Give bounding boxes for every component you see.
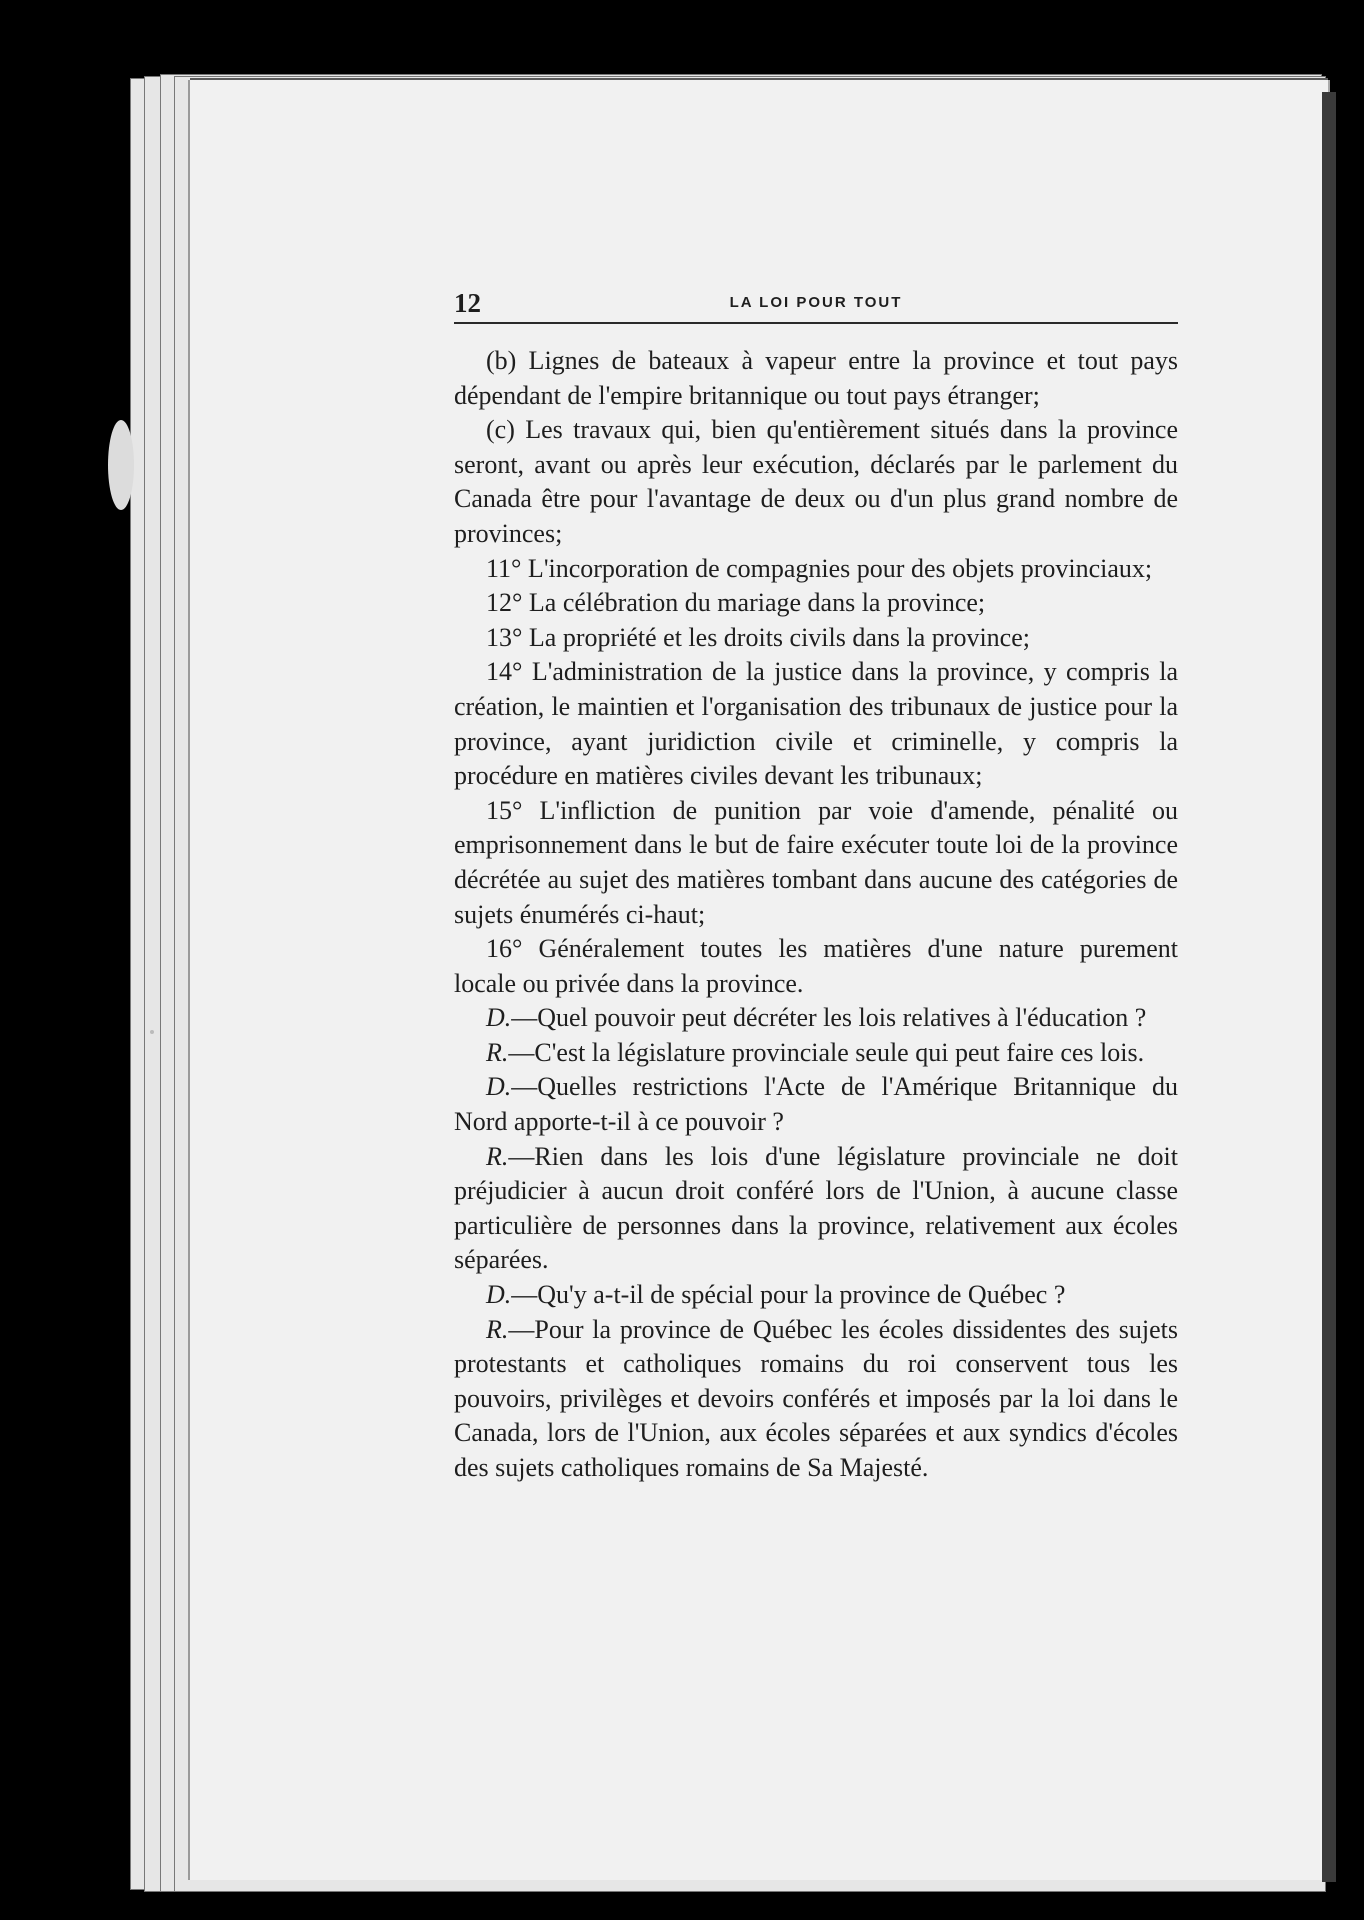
- answer-paragraph: R.—C'est la législature provinciale seule qui peut faire ces lois.: [486, 1037, 1145, 1067]
- answer-label: R.: [486, 1037, 509, 1067]
- answer-label: R.: [486, 1141, 509, 1171]
- margin-mark: [150, 1030, 154, 1034]
- answer-paragraph: R.—Pour la province de Québec les écoles dissidentes des sujets protestants et catholiques romains du roi conservent tous les pouvoirs, privilèges et devoirs conférés et imposés par la loi dans le Canada, lors de l'Union, aux écoles séparées et aux syndics d'écoles des sujets catholiques romains de Sa Majesté.: [454, 1314, 1178, 1482]
- question-paragraph: D.—Quel pouvoir peut décréter les lois relatives à l'éducation ?: [486, 1003, 1147, 1033]
- answer-paragraph: R.—Rien dans les lois d'une législature provinciale ne doit préjudicier à aucun droit conféré lors de l'Union, à aucune classe particulière de personnes dans la province, relativement aux écoles séparées.: [454, 1141, 1178, 1275]
- question-paragraph: D.—Qu'y a-t-il de spécial pour la province de Québec ?: [486, 1280, 1066, 1310]
- paragraph: 13° La propriété et les droits civils dans la province;: [486, 622, 1030, 652]
- paragraph: 11° L'incorporation de compagnies pour des objets provinciaux;: [486, 553, 1153, 583]
- question-label: D.: [486, 1003, 512, 1033]
- running-title: LA LOI POUR TOUT: [729, 294, 903, 311]
- paragraph: 15° L'infliction de punition par voie d'amende, pénalité ou emprisonnement dans le but de faire exécuter toute loi de la province décrétée au sujet des matières tombant dans aucune des catégories de sujets énumérés ci-haut;: [454, 795, 1178, 929]
- paragraph: 14° L'administration de la justice dans la province, y compris la création, le maintien et l'organisation des tribunaux de justice pour la province, ayant juridiction civile et criminelle, y compris la procédure en matières civiles devant les tribunaux;: [454, 657, 1178, 791]
- running-head: [454, 288, 1178, 324]
- body-text: [454, 344, 1178, 1486]
- question-label: D.: [486, 1072, 512, 1102]
- margin-mark: [108, 420, 134, 510]
- paragraph: 12° La célébration du mariage dans la province;: [486, 588, 986, 618]
- page-right-edge: [1322, 92, 1336, 1882]
- question-label: D.: [486, 1280, 512, 1310]
- answer-label: R.: [486, 1314, 509, 1344]
- question-paragraph: D.—Quelles restrictions l'Acte de l'Amérique Britannique du Nord apporte-t-il à ce pouvoir ?: [454, 1072, 1178, 1137]
- paragraph: (c) Les travaux qui, bien qu'entièrement situés dans la province seront, avant ou après leur exécution, déclarés par le parlement du Canada être pour l'avantage de deux ou d'un plus grand nombre de provinces;: [454, 415, 1178, 548]
- page-number: 12: [454, 288, 481, 318]
- text-block: [454, 288, 1178, 1486]
- paragraph: 16° Généralement toutes les matières d'une nature purement locale ou privée dans la province.: [454, 934, 1178, 998]
- paragraph: (b) Lignes de bateaux à vapeur entre la province et tout pays dépendant de l'empire britannique ou tout pays étranger;: [454, 346, 1178, 410]
